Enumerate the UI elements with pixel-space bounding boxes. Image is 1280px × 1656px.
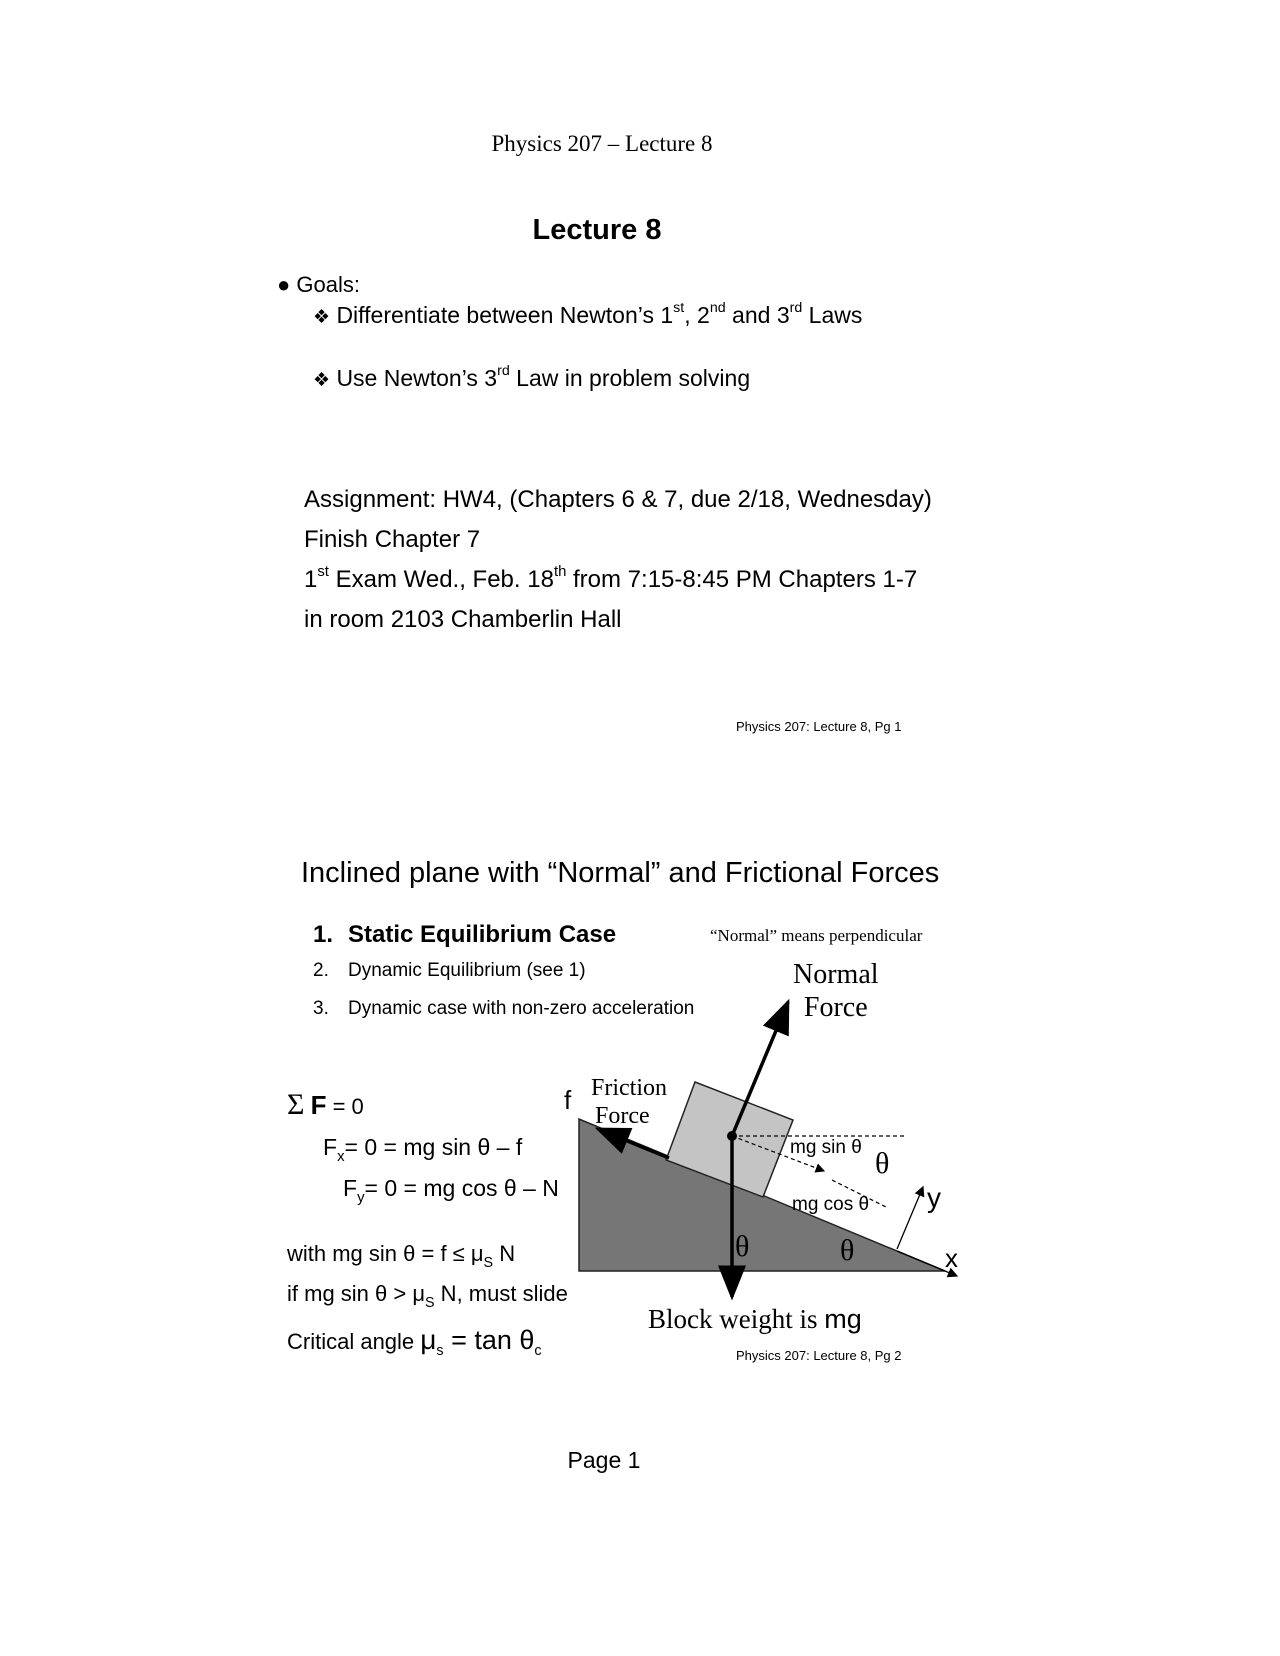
list-item: 3. Dynamic case with non-zero acceleration — [313, 998, 695, 1019]
diamond-bullet-icon: ❖ — [313, 307, 331, 328]
slide2-footer: Physics 207: Lecture 8, Pg 2 — [736, 1348, 902, 1363]
critical-angle: Critical angle $\mu_s = \tan \theta_c$ — [287, 1324, 542, 1359]
contact-point — [727, 1131, 737, 1141]
slide1-footer: Physics 207: Lecture 8, Pg 1 — [736, 719, 902, 734]
y-axis-arrow — [897, 1187, 923, 1249]
room-line: in room 2103 Chamberlin Hall — [304, 606, 622, 633]
page-number: Page 1 — [567, 1447, 641, 1473]
list-item: 1. Static Equilibrium Case — [313, 921, 617, 948]
slide2-title: Inclined plane with “Normal” and Frictional Forces — [301, 857, 940, 889]
slide-condition: if mg $\sin \theta > \mu_S$ N, must slide — [287, 1281, 568, 1311]
x-axis-label: x — [945, 1243, 958, 1273]
theta-label-top: θ — [875, 1147, 890, 1180]
sum-f-equation: Σ F = 0 — [287, 1088, 364, 1121]
mg-cos-label: mg cos θ — [792, 1194, 870, 1215]
slide1-title: Lecture 8 — [532, 214, 662, 246]
goal-item-1: ❖ Differentiate between Newton’s 1st, 2nd and 3rd Laws — [313, 300, 863, 328]
normal-force-label: Normal Force — [793, 959, 879, 1023]
theta-label-block: θ — [735, 1230, 750, 1263]
with-condition: with mg $\sin \theta = f \le \mu_S$ N — [287, 1241, 516, 1271]
fx-equation: $F_x= 0$ = mg sin θ – f — [323, 1134, 523, 1165]
normal-note: “Normal” means perpendicular — [710, 926, 923, 945]
block-weight-label: Block weight is mg — [648, 1304, 862, 1334]
goals-label: Goals: — [296, 272, 361, 297]
diamond-bullet-icon: ❖ — [313, 370, 331, 391]
list-item: 2. Dynamic Equilibrium (see 1) — [313, 960, 586, 981]
theta-label-incline: θ — [840, 1234, 855, 1267]
bullet-dot: ● — [277, 272, 291, 297]
assignment-line: Assignment: HW4, (Chapters 6 & 7, due 2/18, Wednesday) — [304, 486, 932, 513]
fy-equation: $F_y= 0$ = mg cos θ – N — [343, 1175, 559, 1206]
exam-line: 1st Exam Wed., Feb. 18th from 7:15-8:45 PM Chapters 1-7 — [304, 564, 918, 593]
friction-force-label: Friction Force — [591, 1075, 667, 1129]
finish-line: Finish Chapter 7 — [304, 526, 481, 553]
friction-symbol: f — [564, 1085, 572, 1115]
y-axis-label: y — [927, 1182, 941, 1213]
goal-item-2: ❖ Use Newton’s 3rd Law in problem solving — [313, 363, 751, 391]
running-header: Physics 207 – Lecture 8 — [491, 131, 713, 156]
mg-sin-label: mg sin θ — [790, 1137, 862, 1158]
